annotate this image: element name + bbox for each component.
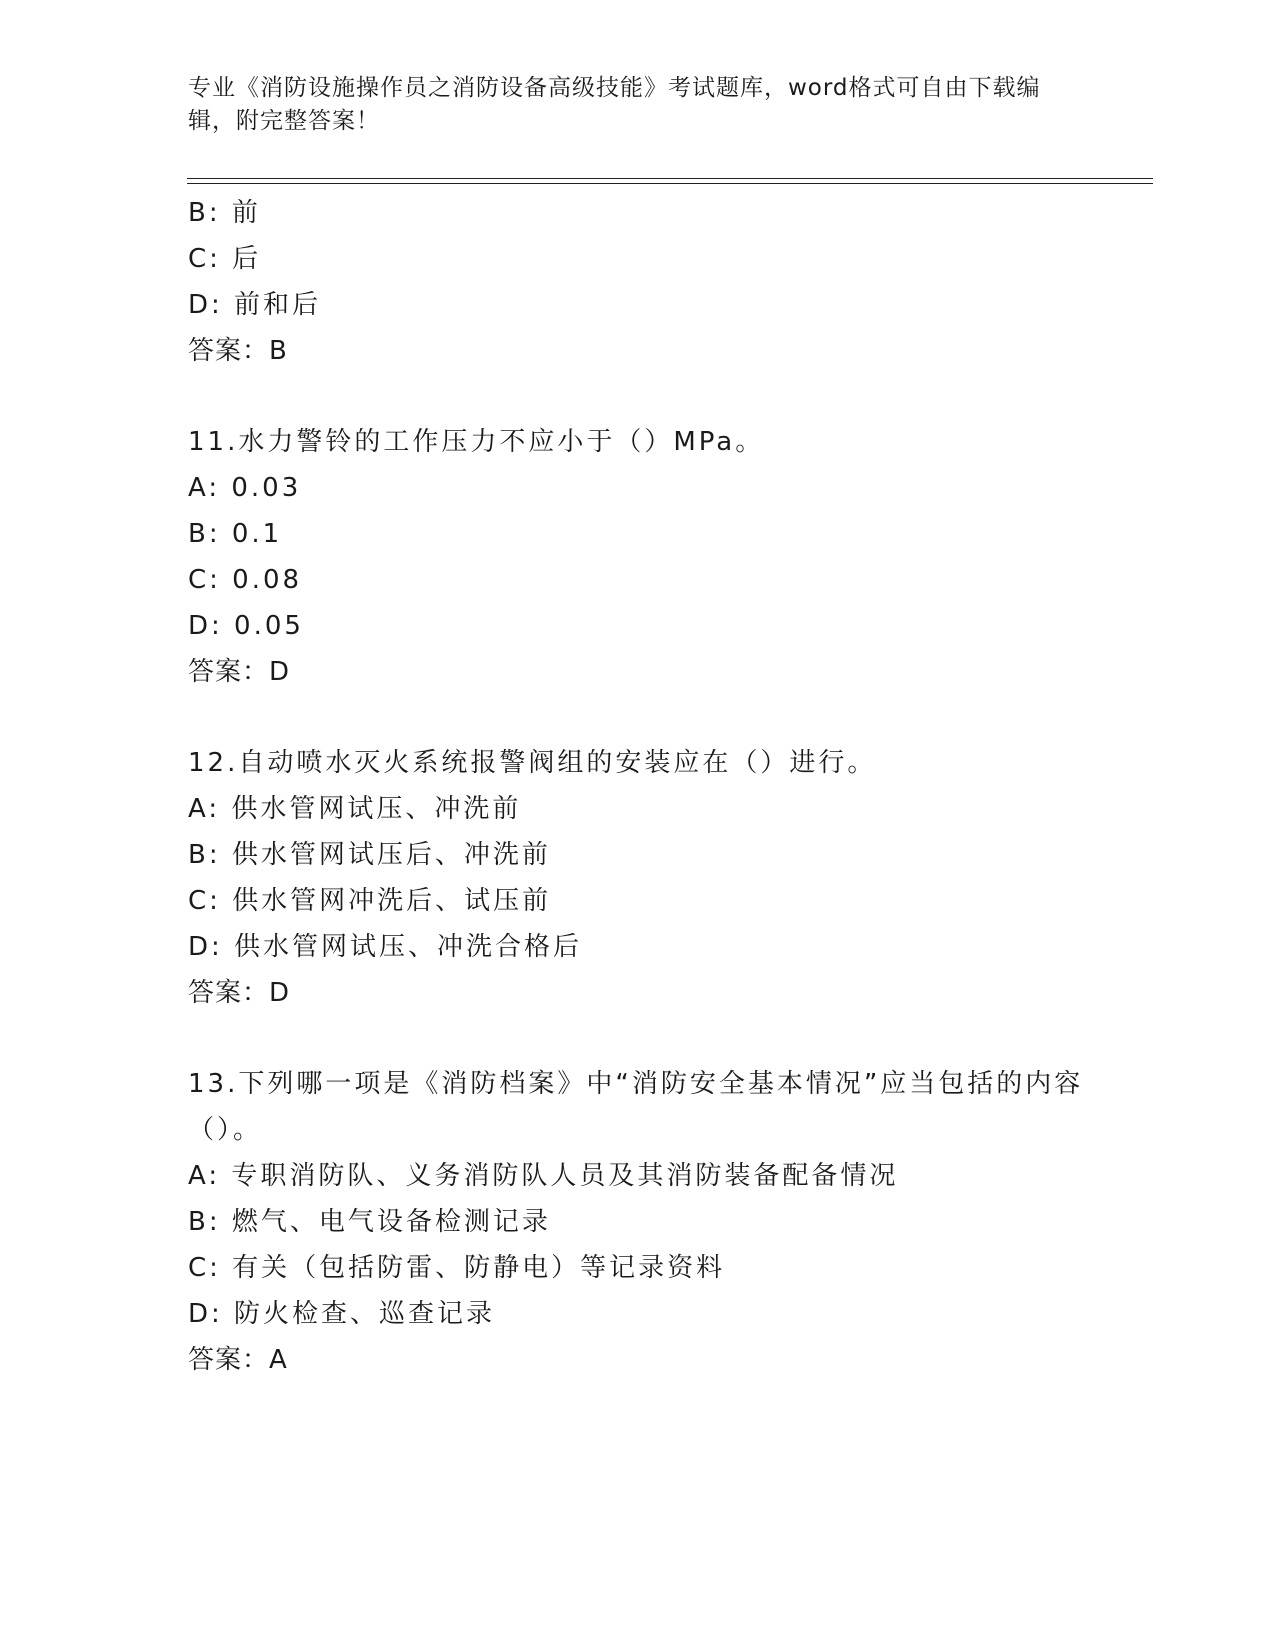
option-c: C: 后 [188, 244, 262, 274]
question-title: 12.自动喷水灭火系统报警阀组的安装应在（）进行。 [188, 748, 877, 778]
option-a: A: 专职消防队、义务消防队人员及其消防装备配备情况 [188, 1161, 899, 1191]
option-c: C: 供水管网冲洗后、试压前 [188, 886, 552, 916]
option-d: D: 供水管网试压、冲洗合格后 [188, 932, 583, 962]
option-c: C: 0.08 [188, 565, 303, 595]
answer: 答案：A [188, 1345, 288, 1375]
answer: 答案：D [188, 657, 291, 687]
answer: 答案：D [188, 978, 291, 1008]
option-a: A: 供水管网试压、冲洗前 [188, 794, 522, 824]
option-a: A: 0.03 [188, 473, 302, 503]
question-content [188, 190, 1088, 1383]
header-rule-top [187, 178, 1153, 179]
option-d: D: 0.05 [188, 611, 304, 641]
option-c: C: 有关（包括防雷、防静电）等记录资料 [188, 1253, 726, 1283]
option-d: D: 前和后 [188, 290, 322, 320]
question-11 [188, 419, 1088, 695]
option-b: B: 前 [188, 198, 261, 228]
header-rule-bottom [187, 183, 1153, 184]
question-title: 13.下列哪一项是《消防档案》中“消防安全基本情况”应当包括的内容（）。 [188, 1069, 1084, 1145]
question-title: 11.水力警铃的工作压力不应小于（）MPa。 [188, 427, 765, 457]
carryover-question [188, 190, 1088, 374]
question-13 [188, 1061, 1088, 1383]
document-header: 专业《消防设施操作员之消防设备高级技能》考试题库，word格式可自由下载编辑，附完整答案！ [188, 75, 1041, 134]
option-d: D: 防火检查、巡查记录 [188, 1299, 496, 1329]
option-b: B: 0.1 [188, 519, 283, 549]
option-b: B: 供水管网试压后、冲洗前 [188, 840, 551, 870]
question-12 [188, 740, 1088, 1016]
option-b: B: 燃气、电气设备检测记录 [188, 1207, 551, 1237]
answer: 答案：B [188, 336, 288, 366]
